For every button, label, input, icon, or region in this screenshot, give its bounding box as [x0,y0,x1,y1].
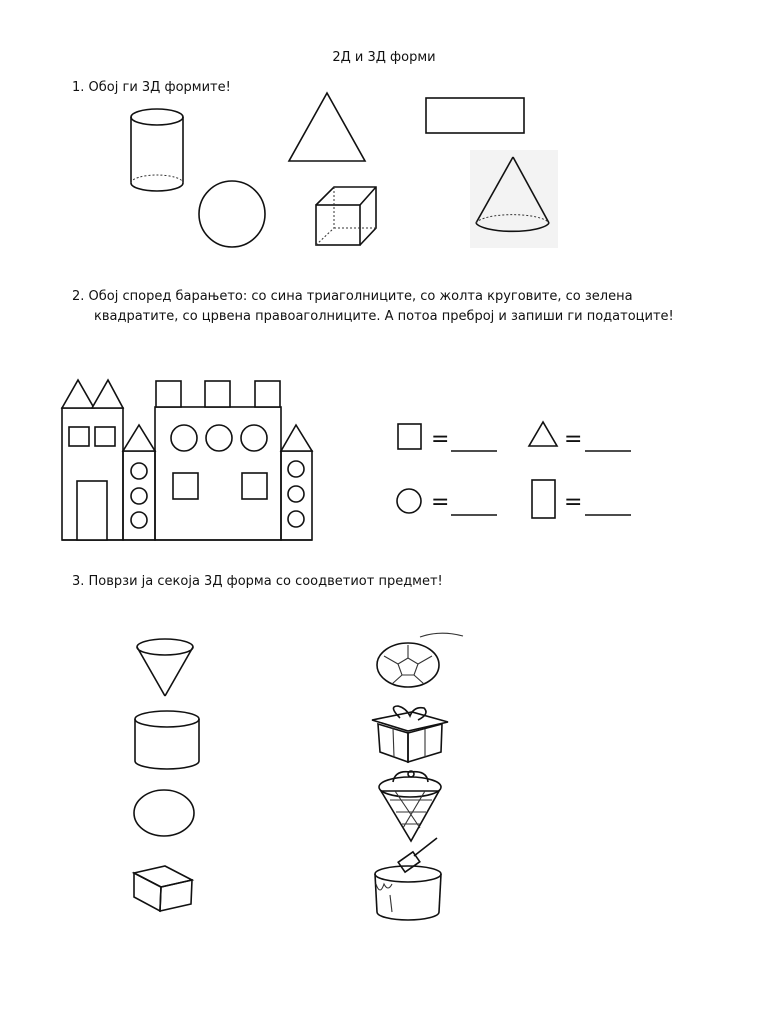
count-square-equals: = [431,427,450,452]
castle-triangle[interactable] [123,425,155,451]
castle-circle[interactable] [206,425,232,451]
count-circle-icon [397,489,421,513]
castle-circle[interactable] [288,461,304,477]
task1-rectangle[interactable] [426,98,524,133]
task-2-instruction-line-2: квадратите, со црвена правоаголниците. А потоа преброј и запиши ги податоците! [94,309,674,324]
match-sphere[interactable] [134,790,194,836]
castle-square[interactable] [205,381,230,407]
castle-square[interactable] [255,381,280,407]
castle-square[interactable] [156,381,181,407]
castle-square[interactable] [242,473,267,499]
task-1-instruction: 1. Обој ги 3Д формите! [72,80,231,95]
task1-circle[interactable] [199,181,265,247]
ball-icon[interactable] [377,633,463,687]
castle-circle[interactable] [288,486,304,502]
task-3-instruction: 3. Поврзи ја секоја 3Д форма со соодветиот предмет! [72,574,443,589]
task1-triangle[interactable] [289,93,365,161]
castle-circle[interactable] [131,488,147,504]
count-square-icon [398,424,421,449]
count-circle-equals: = [431,490,450,515]
castle-square[interactable] [69,427,89,446]
castle-square[interactable] [95,427,115,446]
count-table [397,422,631,518]
castle [62,380,312,540]
castle-rectangle[interactable] [77,481,107,540]
castle-circle[interactable] [131,463,147,479]
task-2-instruction-line-1: 2. Обој според барањето: со сина триаголниците, со жолта круговите, со зелена [72,289,633,304]
ice-cream-cone-icon[interactable] [379,771,441,841]
match-cylinder[interactable] [135,711,199,769]
castle-circle[interactable] [241,425,267,451]
count-triangle-equals: = [564,427,583,452]
gift-box-icon[interactable] [372,706,448,762]
task1-cube[interactable] [316,187,376,245]
castle-circle[interactable] [171,425,197,451]
castle-triangle[interactable] [62,380,94,408]
castle-square[interactable] [173,473,198,499]
paint-can-icon[interactable] [375,838,441,920]
page-title: 2Д и 3Д форми [332,50,436,65]
castle-triangle[interactable] [92,380,123,408]
castle-circle[interactable] [288,511,304,527]
castle-triangle[interactable] [281,425,312,451]
match-cone[interactable] [137,639,193,696]
task1-cone[interactable] [470,150,558,248]
match-cuboid[interactable] [134,866,192,911]
castle-circle[interactable] [131,512,147,528]
count-rectangle-icon [532,480,555,518]
count-rectangle-equals: = [564,490,583,515]
count-triangle-icon [529,422,557,446]
task1-cylinder[interactable] [131,109,183,191]
